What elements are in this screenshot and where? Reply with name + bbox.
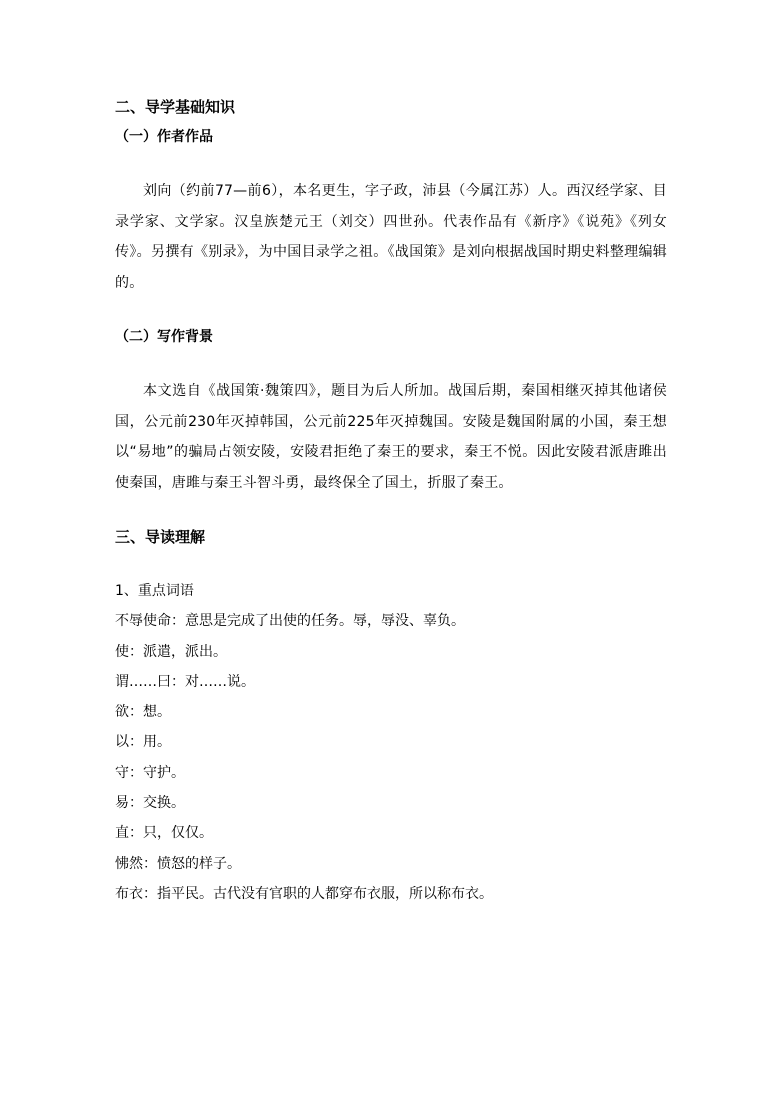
list-item: 守：守护。 xyxy=(115,764,185,781)
list-item: 谓……曰：对……说。 xyxy=(115,673,255,690)
list-item: 使：派遣，派出。 xyxy=(115,643,227,660)
subheading-author-works: （一）作者作品 xyxy=(115,129,213,145)
section-heading-basic-knowledge: 二、导学基础知识 xyxy=(115,98,236,116)
section-heading-reading-comprehension: 三、导读理解 xyxy=(115,528,206,546)
list-item: 欲：想。 xyxy=(115,704,171,721)
list-item: 怫然：愤怒的样子。 xyxy=(115,855,241,872)
list-item: 易：交换。 xyxy=(115,795,185,812)
paragraph-writing-background: 本文选自《战国策·魏策四》，题目为后人所加。战国后期，秦国相继灭掉其他诸侯国，公元前230年灭掉韩国，公元前225年灭掉魏国。安陵是魏国附属的小国，秦王想以“易地”的骗局占领安陵，安陵君拒绝了秦王的要求，秦王不悦。因此安陵君派唐雎出使秦国，唐雎与秦王斗智斗勇，最终保全了国土，折服了秦王。 xyxy=(115,383,667,491)
key-words-list xyxy=(115,606,667,909)
subheading-writing-background: （二）写作背景 xyxy=(115,329,213,345)
list-item: 布衣：指平民。古代没有官职的人都穿布衣服，所以称布衣。 xyxy=(115,885,493,902)
list-item: 直：只，仅仅。 xyxy=(115,825,213,842)
list-title-key-words: 1、重点词语 xyxy=(115,583,194,599)
list-item: 不辱使命：意思是完成了出使的任务。辱，辱没、辜负。 xyxy=(115,613,465,630)
document-page xyxy=(115,92,667,909)
paragraph-author-works: 刘向（约前77—前6），本名更生，字子政，沛县（今属江苏）人。西汉经学家、目录学家、文学家。汉皇族楚元王（刘交）四世孙。代表作品有《新序》《说苑》《列女传》。另撰有《别录》，为中国目录学之祖。《战国策》是刘向根据战国时期史料整理编辑的。 xyxy=(115,183,667,291)
list-item: 以：用。 xyxy=(115,734,171,751)
